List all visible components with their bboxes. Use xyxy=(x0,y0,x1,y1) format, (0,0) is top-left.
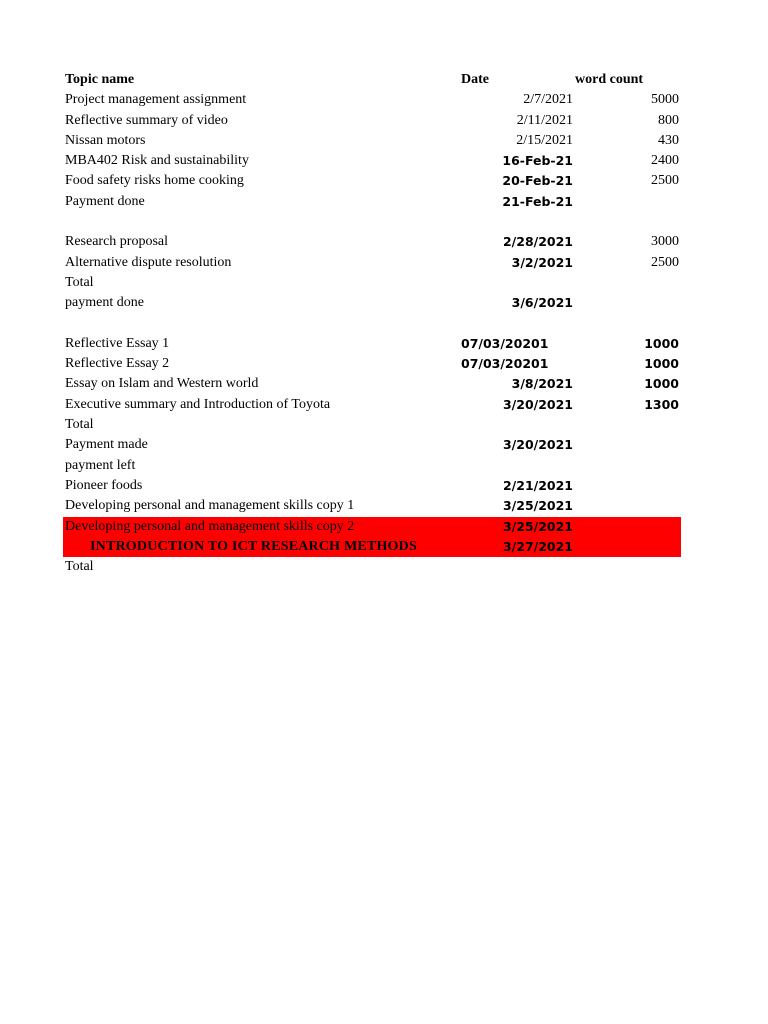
row-topic: Research proposal xyxy=(65,234,169,250)
header-count: word count xyxy=(575,72,644,87)
table-row xyxy=(63,395,681,415)
row-topic: Developing personal and management skills copy 2 xyxy=(65,518,355,534)
header-topic: Topic name xyxy=(65,72,135,87)
table-row xyxy=(63,192,681,212)
row-count: 2400 xyxy=(651,153,679,169)
row-count: 430 xyxy=(658,132,679,148)
table-row xyxy=(63,293,681,313)
table-row xyxy=(63,131,681,151)
row-count: 1000 xyxy=(644,376,679,392)
row-count: 3000 xyxy=(651,234,679,250)
table-row xyxy=(63,232,681,252)
row-date: 3/2/2021 xyxy=(511,254,573,270)
row-topic: Reflective Essay 1 xyxy=(65,335,170,351)
row-topic: MBA402 Risk and sustainability xyxy=(65,153,249,169)
row-date: 07/03/20201 xyxy=(461,356,549,372)
highlighted-row xyxy=(63,537,681,557)
row-date: 2/21/2021 xyxy=(502,477,573,493)
row-date: 2/7/2021 xyxy=(523,92,573,108)
blank-row xyxy=(63,212,681,232)
table-row xyxy=(63,476,681,496)
row-topic: Total xyxy=(65,274,94,290)
table-row xyxy=(63,435,681,455)
row-topic: Project management assignment xyxy=(65,92,247,108)
row-count: 1300 xyxy=(644,396,679,412)
row-date: 2/15/2021 xyxy=(516,132,573,148)
row-topic: Total xyxy=(65,559,94,575)
row-date: 20-Feb-21 xyxy=(502,173,573,189)
row-topic: Alternative dispute resolution xyxy=(65,254,232,270)
row-topic: Executive summary and Introduction of Toyota xyxy=(65,396,331,412)
blank-row xyxy=(63,314,681,334)
row-date: 3/25/2021 xyxy=(502,518,573,534)
row-count: 1000 xyxy=(644,335,679,351)
row-date: 3/27/2021 xyxy=(502,538,573,554)
row-date: 2/11/2021 xyxy=(516,112,573,128)
table-row xyxy=(63,415,681,435)
table-row xyxy=(63,456,681,476)
highlighted-row xyxy=(63,517,681,537)
row-count: 1000 xyxy=(644,356,679,372)
row-topic: Reflective Essay 2 xyxy=(65,356,170,372)
row-topic: Payment made xyxy=(65,437,148,453)
row-count: 800 xyxy=(658,112,679,128)
table-row xyxy=(63,496,681,516)
row-topic: Essay on Islam and Western world xyxy=(65,376,259,392)
row-topic: Food safety risks home cooking xyxy=(65,173,244,189)
row-date: 07/03/20201 xyxy=(461,335,549,351)
row-count: 5000 xyxy=(651,92,679,108)
row-count: 2500 xyxy=(651,254,679,270)
row-date: 3/20/2021 xyxy=(502,396,573,412)
row-date: 3/25/2021 xyxy=(502,498,573,514)
row-topic: payment done xyxy=(65,295,144,311)
row-date: 3/6/2021 xyxy=(511,295,573,311)
row-topic: INTRODUCTION TO ICT RESEARCH METHODS xyxy=(90,538,417,554)
header-date: Date xyxy=(461,72,489,87)
table-row xyxy=(63,557,681,577)
row-topic: Nissan motors xyxy=(65,132,146,148)
row-topic: payment left xyxy=(65,457,136,473)
spreadsheet xyxy=(63,70,681,577)
table-row xyxy=(63,253,681,273)
row-date: 16-Feb-21 xyxy=(502,153,573,169)
row-topic: Developing personal and management skills copy 1 xyxy=(65,498,355,514)
header-row xyxy=(63,70,681,90)
row-topic: Pioneer foods xyxy=(65,477,143,493)
table-row xyxy=(63,354,681,374)
table-row xyxy=(63,374,681,394)
row-count: 2500 xyxy=(651,173,679,189)
row-date: 3/20/2021 xyxy=(502,437,573,453)
row-topic: Reflective summary of video xyxy=(65,112,228,128)
table-row xyxy=(63,111,681,131)
row-topic: Total xyxy=(65,417,94,433)
row-date: 2/28/2021 xyxy=(502,234,573,250)
row-topic: Payment done xyxy=(65,193,145,209)
table-row xyxy=(63,334,681,354)
table-row xyxy=(63,171,681,191)
row-date: 3/8/2021 xyxy=(511,376,573,392)
table-row xyxy=(63,90,681,110)
table-row xyxy=(63,273,681,293)
table-row xyxy=(63,151,681,171)
row-date: 21-Feb-21 xyxy=(502,193,573,209)
